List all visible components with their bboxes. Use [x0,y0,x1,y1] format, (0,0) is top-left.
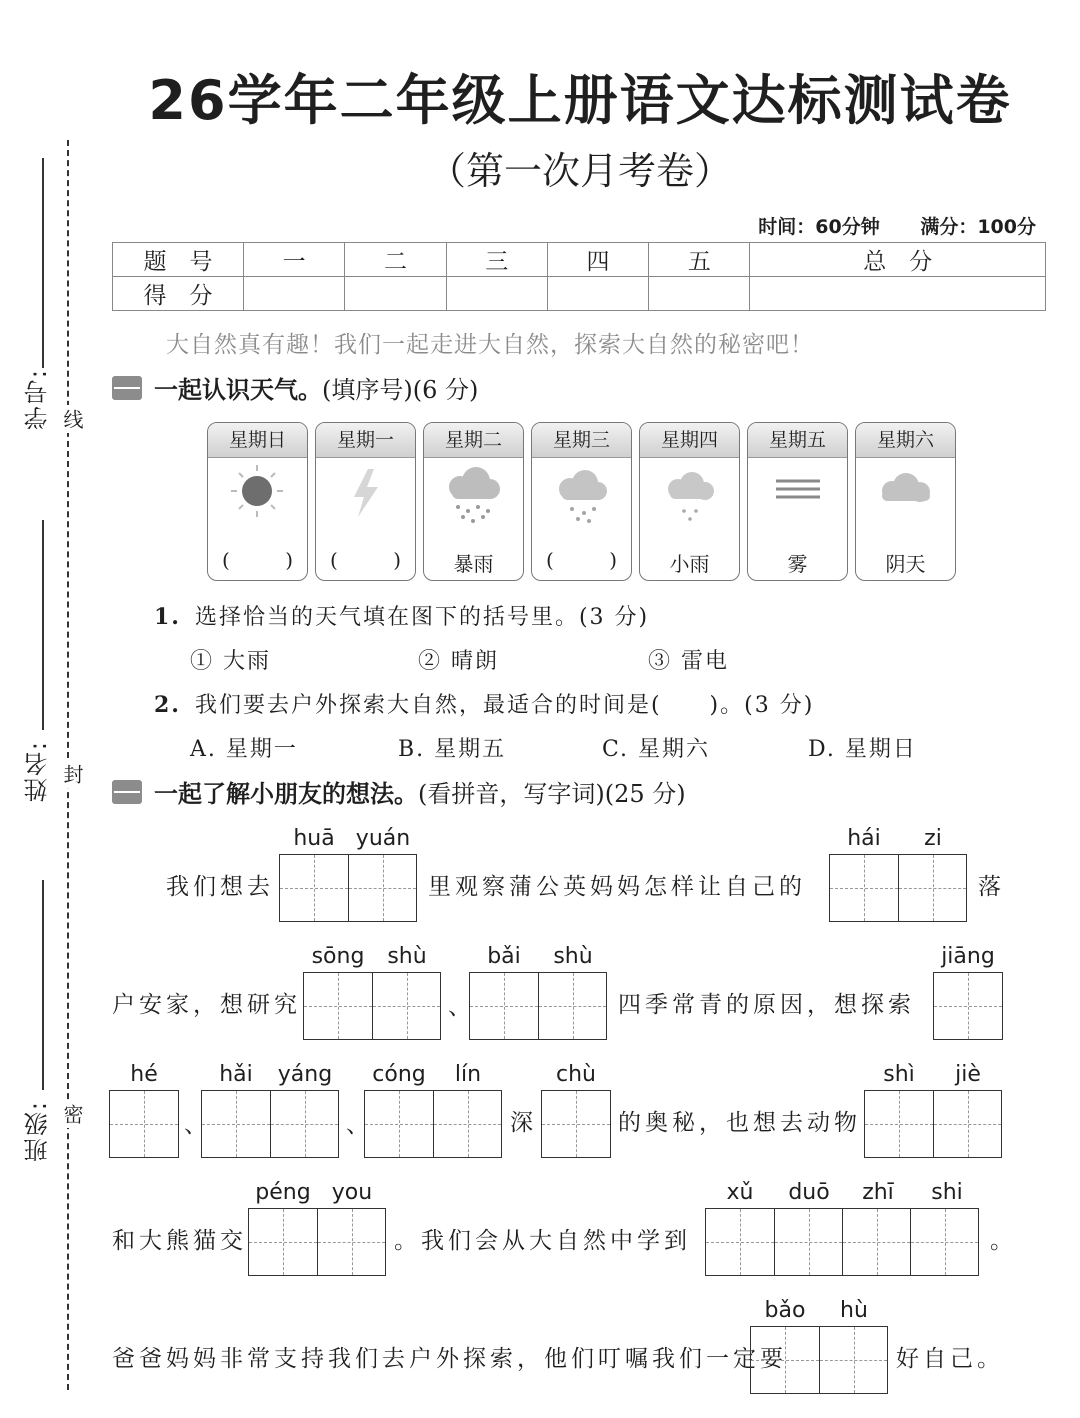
pinyin-label: duō [788,1180,830,1205]
weather-card-thursday [639,422,740,581]
pinyin-label: zhī [862,1180,894,1205]
passage-text: 。我们会从大自然中学到 [394,1228,691,1254]
weather-card-caption: 暴雨 [453,552,494,576]
score-header-cell: 四 [547,243,648,277]
pinyin-label: shù [387,944,427,969]
weather-card-saturday [855,422,956,581]
writing-grid-jiang[interactable] [933,972,1003,1040]
writing-cell[interactable] [110,1091,178,1157]
writing-cell[interactable] [842,1209,910,1275]
score-header-cell: 三 [446,243,547,277]
pinyin-label: shì [883,1062,915,1087]
pinyin-label: hǎi [219,1062,253,1087]
passage-text: 的奥秘，也想去动物 [618,1110,861,1136]
full-score: 满分：100分 [920,216,1036,238]
weather-card-monday [315,422,416,581]
writing-cell[interactable] [865,1091,933,1157]
class-line [42,880,44,1090]
section-2-title [154,774,686,809]
option-da-yu: ① 大雨 [190,649,271,674]
question-1-text: 选择恰当的天气填在图下的括号里。(3 分) [194,605,650,630]
weather-card-caption: 雾 [787,552,808,576]
score-header-cell: 五 [649,243,750,277]
score-header-cell: 一 [244,243,345,277]
writing-cell[interactable] [774,1209,842,1275]
pinyin-label: cóng [372,1062,426,1087]
page-title: 26学年二年级上册语文达标测试卷 [148,69,1012,132]
pinyin-label: yuán [355,826,411,851]
passage-text: 、 [448,994,475,1020]
writing-cell[interactable] [542,1091,610,1157]
weather-card-sunday [207,422,308,581]
light-rain-icon [640,459,739,543]
pinyin-label: xǔ [726,1180,754,1205]
question-1-number: 1. [154,604,181,630]
blank-close: ) [285,548,293,572]
score-table [112,242,1046,311]
writing-cell[interactable] [706,1209,774,1275]
pinyin-label: sōng [311,944,365,969]
score-cell[interactable] [446,277,547,311]
sun-icon [208,459,307,543]
score-table-score-row [113,277,1046,311]
heavy-rain-icon [424,459,523,543]
writing-cell[interactable] [280,855,348,921]
page-subtitle: （第一次月考卷） [427,149,732,193]
option-lei-dian: ③ 雷电 [648,649,729,674]
seal-char-xian: 线 [58,405,87,433]
writing-grid-songshu[interactable] [303,972,441,1040]
writing-grid-shijie[interactable] [864,1090,1002,1158]
writing-cell[interactable] [202,1091,270,1157]
score-header-cell: 总 分 [750,243,1046,277]
weather-card-caption: 小雨 [669,552,710,576]
option-a: A. 星期一 [190,737,298,762]
weather-card-day: 星期三 [532,423,631,458]
lightning-icon [316,459,415,543]
rain-icon [532,459,631,543]
passage-text: 和大熊猫交 [112,1228,247,1254]
writing-cell[interactable] [538,973,606,1039]
option-d: D. 星期日 [808,737,917,762]
writing-cell[interactable] [304,973,372,1039]
score-cell[interactable] [649,277,750,311]
student-id-label: 学号: [24,368,52,431]
pinyin-label: huā [293,826,335,851]
name-label: 姓名: [24,740,52,803]
writing-cell[interactable] [433,1091,501,1157]
intro-text: 大自然真有趣！我们一起走进大自然，探索大自然的秘密吧！ [166,332,814,358]
writing-cell[interactable] [830,855,898,921]
weather-card-tuesday [423,422,524,581]
pinyin-label: bǎo [764,1298,806,1323]
blank-close: ) [393,548,401,572]
passage-text: 、 [346,1112,373,1138]
section-2-note: (看拼音，写字词)(25 分) [418,780,686,808]
score-cell[interactable] [547,277,648,311]
pinyin-label: jiè [955,1062,981,1087]
pinyin-label: shi [931,1180,963,1205]
writing-grid-conglin[interactable] [364,1090,502,1158]
writing-cell[interactable] [933,1091,1001,1157]
passage-text: 里观察蒲公英妈妈怎样让自己的 [428,874,806,900]
score-label-cell: 得 分 [113,277,244,311]
weather-card-day: 星期一 [316,423,415,458]
writing-cell[interactable] [910,1209,978,1275]
option-qing-lang: ② 晴朗 [418,649,499,674]
section-1-heading: 一起认识天气。 [154,376,322,404]
passage-text: 、 [184,1112,211,1138]
pinyin-label: jiāng [941,944,995,969]
writing-cell[interactable] [249,1209,317,1275]
writing-cell[interactable] [348,855,416,921]
writing-cell[interactable] [819,1327,887,1393]
writing-cell[interactable] [898,855,966,921]
score-cell[interactable] [345,277,446,311]
seal-char-feng: 封 [58,760,87,788]
writing-grid-haiyang[interactable] [201,1090,339,1158]
blank-open: ( [330,548,338,572]
blank-open: ( [222,548,230,572]
score-table-header-row [113,243,1046,277]
option-c: C. 星期六 [602,737,711,762]
score-header-cell: 题 号 [113,243,244,277]
writing-grid-he[interactable] [109,1090,179,1158]
weather-card-day: 星期六 [856,423,955,458]
passage-text: 好自己。 [896,1346,1004,1372]
writing-grid-baishu[interactable] [469,972,607,1040]
question-2-number: 2. [154,692,181,718]
writing-grid-chu[interactable] [541,1090,611,1158]
option-b: B. 星期五 [398,737,507,762]
passage-text: 四季常青的原因，想探索 [618,992,915,1018]
weather-card-day: 星期五 [748,423,847,458]
question-1 [154,600,649,631]
writing-grid-haizi[interactable] [829,854,967,922]
question-2 [154,688,814,719]
writing-grid-pengyou[interactable] [248,1208,386,1276]
writing-grid-baohu[interactable] [750,1326,888,1394]
time-limit: 时间：60分钟 [758,216,880,238]
cloudy-icon [856,459,955,543]
pinyin-label: lín [454,1062,482,1087]
score-header-cell: 二 [345,243,446,277]
name-line [42,520,44,730]
pinyin-label: péng [255,1180,311,1205]
weather-card-friday [747,422,848,581]
pinyin-label: you [331,1180,373,1205]
score-cell[interactable] [750,277,1046,311]
passage-text: 户安家，想研究 [112,992,301,1018]
section-2-marker [112,780,142,804]
pinyin-label: zi [924,826,942,851]
section-1-note: (填序号)(6 分) [322,376,479,404]
writing-cell[interactable] [934,973,1002,1039]
weather-cards [207,422,963,581]
pinyin-label: hé [130,1062,158,1087]
question-2-text: 我们要去户外探索大自然，最适合的时间是( )。(3 分) [194,693,815,718]
fog-icon [748,459,847,543]
exam-meta [724,212,1036,239]
passage-text: 我们想去 [166,874,274,900]
writing-grid-xuduozhishi[interactable] [705,1208,979,1276]
pinyin-label: yáng [277,1062,333,1087]
class-label: 班级: [24,1100,52,1163]
writing-cell[interactable] [365,1091,433,1157]
writing-cell[interactable] [317,1209,385,1275]
score-cell[interactable] [244,277,345,311]
weather-card-day: 星期日 [208,423,307,458]
blank-close: ) [609,548,617,572]
writing-cell[interactable] [470,973,538,1039]
section-1-marker [112,376,142,400]
pinyin-label: hái [847,826,881,851]
passage-text: 深 [510,1110,537,1136]
seal-char-mi: 密 [58,1100,87,1128]
pinyin-label: chù [556,1062,596,1087]
pinyin-label: bǎi [487,944,521,969]
weather-card-day: 星期二 [424,423,523,458]
weather-card-day: 星期四 [640,423,739,458]
passage-text: 。 [990,1228,1017,1254]
writing-grid-huayuan[interactable] [279,854,417,922]
writing-cell[interactable] [270,1091,338,1157]
weather-card-caption: 阴天 [885,552,926,576]
passage-text: 落 [978,874,1005,900]
section-1-title [154,370,478,405]
writing-cell[interactable] [372,973,440,1039]
pinyin-label: hù [840,1298,868,1323]
blank-open: ( [546,548,554,572]
pinyin-label: shù [553,944,593,969]
writing-cell[interactable] [751,1327,819,1393]
weather-card-wednesday [531,422,632,581]
passage-text: 爸爸妈妈非常支持我们去户外探索，他们叮嘱我们一定要 [112,1346,787,1372]
section-2-heading: 一起了解小朋友的想法。 [154,780,418,808]
